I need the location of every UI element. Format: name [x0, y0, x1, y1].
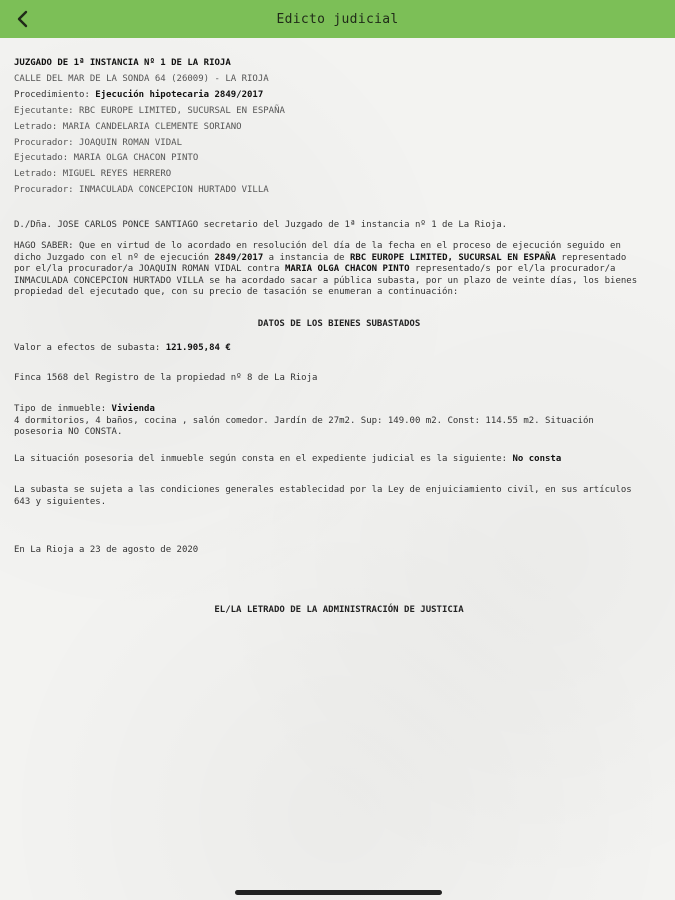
ejecutante-line	[14, 106, 285, 118]
procurador-label: Procurador:	[14, 138, 74, 148]
letrado-line	[14, 122, 242, 134]
valor-line	[14, 343, 231, 355]
home-indicator[interactable]	[235, 890, 442, 895]
back-button[interactable]	[10, 7, 34, 31]
tipo-value: Vivienda	[111, 404, 155, 414]
court-name: JUZGADO DE 1ª INSTANCIA Nº 1 DE LA RIOJA	[14, 58, 231, 68]
ejecutante-value: RBC EUROPE LIMITED, SUCURSAL EN ESPAÑA	[79, 106, 285, 116]
ejecutado-line	[14, 153, 198, 165]
letrado-2-line	[14, 169, 171, 181]
letrado-label: Letrado:	[14, 122, 58, 132]
secretary-line: D./Dña. JOSE CARLOS PONCE SANTIAGO secretario del Juzgado de 1ª instancia nº 1 de La Rioja.	[14, 220, 508, 230]
hago-text-1: HAGO SABER: Que en virtud de lo acordado en resolución del día de la fecha en el proceso de ejecución seguido en dicho Juzgado con el nº de ejecución	[14, 241, 621, 263]
date-line: En La Rioja a 23 de agosto de 2020	[14, 545, 199, 555]
situacion-value: No consta	[512, 454, 562, 464]
court-address: CALLE DEL MAR DE LA SONDA 64 (26009) - LA RIOJA	[14, 74, 269, 84]
letrado-2-value: MIGUEL REYES HERRERO	[62, 169, 172, 179]
chevron-left-icon	[15, 10, 29, 28]
procurador-2-label: Procurador:	[14, 185, 74, 195]
ejecutado-value: MARIA OLGA CHACON PINTO	[73, 153, 199, 163]
hago-text-2: a instancia de	[263, 252, 350, 263]
ejecutante-label: Ejecutante:	[14, 106, 74, 116]
section-title: DATOS DE LOS BIENES SUBASTADOS	[257, 319, 421, 329]
situacion-line	[14, 454, 561, 466]
hago-exec-number: 2849/2017	[214, 252, 264, 263]
signature-title: EL/LA LETRADO DE LA ADMINISTRACIÓN DE JUSTICIA	[214, 605, 464, 615]
hago-text-4: representado/s por el/la procurador/a INMACULADA CONCEPCION HURTADO VILLA se ha acordado sacar a pública subasta, por un plazo de veinte días, los bienes propiedad del ejecutado que, con su precio de tasación se enumeran a continuación:	[14, 264, 638, 297]
tipo-description: 4 dormitorios, 4 baños, cocina , salón comedor. Jardín de 27m2. Sup: 149.00 m2. Const: 114.55 m2. Situación posesoria NO CONSTA.	[14, 415, 594, 437]
hago-text-3: representado por el/la procurador/a JOAQUIN ROMAN VIDAL contra	[14, 252, 627, 274]
procedure-label: Procedimiento:	[14, 90, 90, 100]
letrado-value: MARIA CANDELARIA CLEMENTE SORIANO	[62, 122, 242, 132]
finca-line: Finca 1568 del Registro de la propiedad nº 8 de La Rioja	[14, 373, 318, 383]
procurador-line	[14, 138, 182, 150]
valor-label: Valor a efectos de subasta:	[14, 343, 166, 353]
document-paper	[0, 38, 675, 900]
subasta-paragraph: La subasta se sujeta a las condiciones generales establecidad por la Ley de enjuiciamiento civil, en sus artículos 643 y siguientes.	[14, 485, 632, 507]
page-title: Edicto judicial	[276, 11, 399, 27]
valor-value: 121.905,84 €	[165, 343, 231, 353]
procurador-2-line	[14, 185, 269, 197]
procurador-2-value: INMACULADA CONCEPCION HURTADO VILLA	[79, 185, 269, 195]
situacion-label: La situación posesoria del inmueble según consta en el expediente judicial es la siguiente:	[14, 454, 513, 464]
tipo-label: Tipo de inmueble:	[14, 404, 112, 414]
tipo-paragraph	[14, 404, 638, 439]
hago-ejecutante: RBC EUROPE LIMITED, SUCURSAL EN ESPAÑA	[349, 252, 556, 263]
procurador-value: JOAQUIN ROMAN VIDAL	[79, 138, 182, 148]
top-bar	[0, 0, 675, 38]
hago-ejecutado: MARIA OLGA CHACON PINTO	[284, 264, 410, 274]
procedure-value: Ejecución hipotecaria 2849/2017	[95, 90, 264, 100]
ejecutado-label: Ejecutado:	[14, 153, 69, 163]
hago-saber-paragraph	[14, 241, 638, 299]
procedure-line	[14, 90, 263, 102]
letrado-2-label: Letrado:	[14, 169, 58, 179]
